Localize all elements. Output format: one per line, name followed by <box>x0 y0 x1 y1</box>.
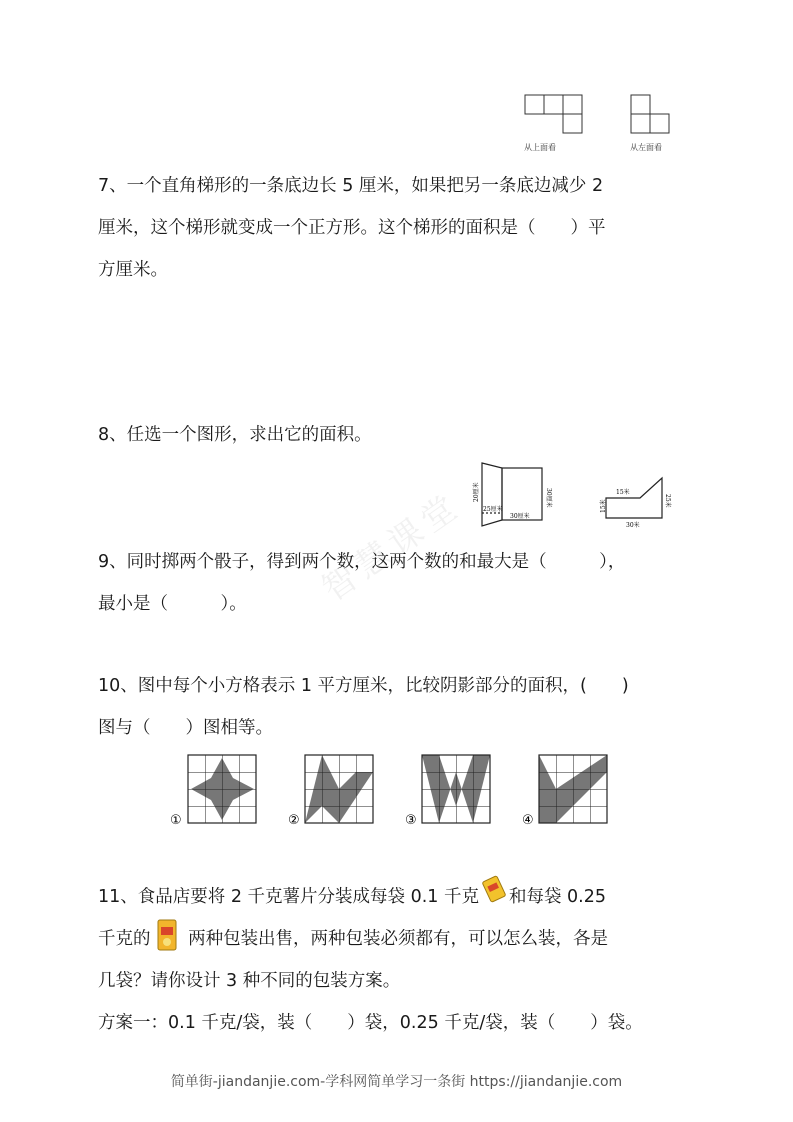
q8-figure-2 <box>598 470 678 530</box>
q8-figure-1 <box>470 458 565 530</box>
q10-grid-figures <box>168 752 618 830</box>
left-view-figure <box>626 92 676 136</box>
top-view-figure <box>520 92 590 136</box>
q9-line2: 最小是（ ）。 <box>98 594 247 614</box>
fig2-label-4: 30米 <box>626 522 640 529</box>
question-9 <box>98 541 678 625</box>
question-11 <box>98 876 698 1044</box>
fig2-label-2: 15米 <box>600 499 607 513</box>
grid-label-4: ④ <box>522 813 534 828</box>
q10-line2: 图与（ ）图相等。 <box>98 718 273 738</box>
question-10 <box>98 665 678 749</box>
top-view-label: 从上面看 <box>524 143 556 152</box>
fig1-label-3: 30厘米 <box>510 513 530 520</box>
grid-label-2: ② <box>288 813 300 828</box>
q11-line1 <box>98 876 698 918</box>
q11-line2a: 千克的 <box>98 929 151 949</box>
fig1-label-2: 25厘米 <box>483 506 503 513</box>
grid-3 <box>422 755 490 823</box>
q7-line1: 7、一个直角梯形的一条底边长 5 厘米，如果把另一条底边减少 2 <box>98 176 604 196</box>
q11-line1a: 11、食品店要将 2 千克薯片分装成每袋 0.1 千克 <box>98 887 479 907</box>
fig2-label-1: 15米 <box>616 489 630 496</box>
fig1-label-1: 20厘米 <box>473 482 480 502</box>
fig2-label-3: 25米 <box>664 494 671 508</box>
q11-line3: 几袋？请你设计 3 种不同的包装方案。 <box>98 971 401 991</box>
question-7 <box>98 165 678 291</box>
q9-line1: 9、同时掷两个骰子，得到两个数，这两个数的和最大是（ ）， <box>98 552 626 572</box>
q11-line1b: 和每袋 0.25 <box>508 887 607 907</box>
q8-line1: 8、任选一个图形，求出它的面积。 <box>98 425 372 445</box>
q10-line1: 10、图中每个小方格表示 1 平方厘米，比较阴影部分的面积，( ) <box>98 676 629 696</box>
left-view-label: 从左面看 <box>630 143 662 152</box>
watermark: 智慧课堂 <box>315 485 470 610</box>
footer: 简单街-jiandanjie.com-学科网简单学习一条街 https://jiandanjie.com <box>170 1074 623 1090</box>
grid-2 <box>305 755 373 823</box>
q7-line2: 厘米，这个梯形就变成一个正方形。这个梯形的面积是（ ）平 <box>98 218 606 238</box>
q11-line2 <box>98 918 698 960</box>
grid-4 <box>539 755 607 823</box>
q11-line2b: 两种包装出售，两种包装必须都有，可以怎么装，各是 <box>182 929 609 949</box>
q11-line4: 方案一：0.1 千克/袋，装（ ）袋，0.25 千克/袋，装（ ）袋。 <box>98 1013 643 1033</box>
grid-label-3: ③ <box>405 813 417 828</box>
chip-bag-small-icon <box>481 874 507 904</box>
chip-bag-large-icon <box>155 918 179 952</box>
question-8 <box>98 414 678 456</box>
fig1-label-4: 30厘米 <box>545 488 552 508</box>
grid-label-1: ① <box>170 813 182 828</box>
q7-line3: 方厘米。 <box>98 260 168 280</box>
grid-1 <box>188 755 256 823</box>
